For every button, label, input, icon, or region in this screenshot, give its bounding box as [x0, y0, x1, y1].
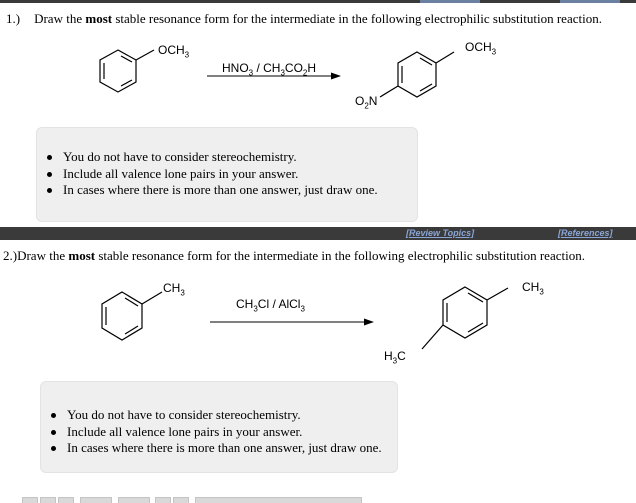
review-topics-link[interactable]: [Review Topics]	[406, 228, 475, 238]
prompt-text: stable resonance form for the intermediate in the following electrophilic substitution reaction.	[112, 11, 602, 26]
section-divider	[0, 227, 636, 240]
toolbar-tab[interactable]	[58, 497, 74, 503]
substituent-bond	[436, 52, 454, 63]
q1-product-group: $O_2N$	[355, 94, 378, 111]
question-number: 2.)	[3, 248, 18, 263]
substituent-bond	[487, 288, 508, 300]
substituent-bond	[136, 50, 154, 60]
question-number: 1.)	[6, 11, 21, 26]
prompt-text: Draw the	[34, 11, 86, 26]
prompt-text: Draw the	[17, 248, 69, 263]
q2-product-structure	[390, 275, 540, 375]
q1-reagent: $HNO_3 / CH_3CO_2H$	[222, 61, 317, 78]
top-bar-tab[interactable]	[420, 0, 480, 3]
toolbar-tab[interactable]	[22, 497, 38, 503]
q1-reactant-substituent: $OCH_3$	[158, 43, 190, 60]
instruction-item: Include all valence lone pairs in your answer.	[63, 166, 417, 183]
toolbar-tab[interactable]	[80, 497, 112, 503]
question-2-prompt	[3, 248, 585, 264]
prompt-text: stable resonance form for the intermediate in the following electrophilic substitution reaction.	[95, 248, 585, 263]
q2-instructions-box	[40, 381, 398, 473]
bottom-toolbar	[0, 495, 636, 502]
instruction-item: You do not have to consider stereochemistry.	[67, 407, 397, 424]
q1-product-structure	[340, 38, 480, 128]
benzene-ring	[443, 287, 487, 338]
q2-reactant-substituent: $CH_3$	[163, 281, 185, 298]
toolbar-tab[interactable]	[155, 497, 171, 503]
toolbar-tab[interactable]	[173, 497, 189, 503]
q2-product-group: $H_3C$	[384, 349, 406, 366]
substituent-bond	[380, 86, 398, 97]
substituent-bond	[142, 292, 162, 304]
prompt-bold: most	[68, 248, 96, 263]
top-bar	[0, 0, 636, 3]
benzene-ring	[398, 52, 436, 97]
q2-product-substituent: $CH_3$	[522, 280, 544, 297]
top-bar-tab[interactable]	[560, 0, 620, 3]
q1-product-substituent: $OCH_3$	[465, 40, 497, 57]
q2-reaction-arrow	[208, 316, 378, 328]
toolbar-tab[interactable]	[40, 497, 56, 503]
toolbar-tab[interactable]	[118, 497, 150, 503]
toolbar-tab[interactable]	[195, 497, 362, 503]
references-link[interactable]: [References]	[558, 228, 613, 238]
instruction-item: In cases where there is more than one answer, just draw one.	[63, 182, 417, 199]
q1-instructions-box	[36, 127, 418, 222]
question-1-prompt	[6, 11, 602, 27]
benzene-ring	[102, 292, 142, 340]
prompt-bold: most	[85, 11, 113, 26]
substituent-bond	[422, 325, 443, 349]
benzene-ring	[100, 50, 136, 92]
instruction-item: Include all valence lone pairs in your answer.	[67, 424, 397, 441]
q2-reagent: $CH_3Cl$ / AlCl$_3$	[236, 297, 305, 314]
instruction-item: In cases where there is more than one answer, just draw one.	[67, 440, 397, 457]
q1-reaction-arrow	[205, 70, 345, 82]
instruction-item: You do not have to consider stereochemistry.	[63, 149, 417, 166]
